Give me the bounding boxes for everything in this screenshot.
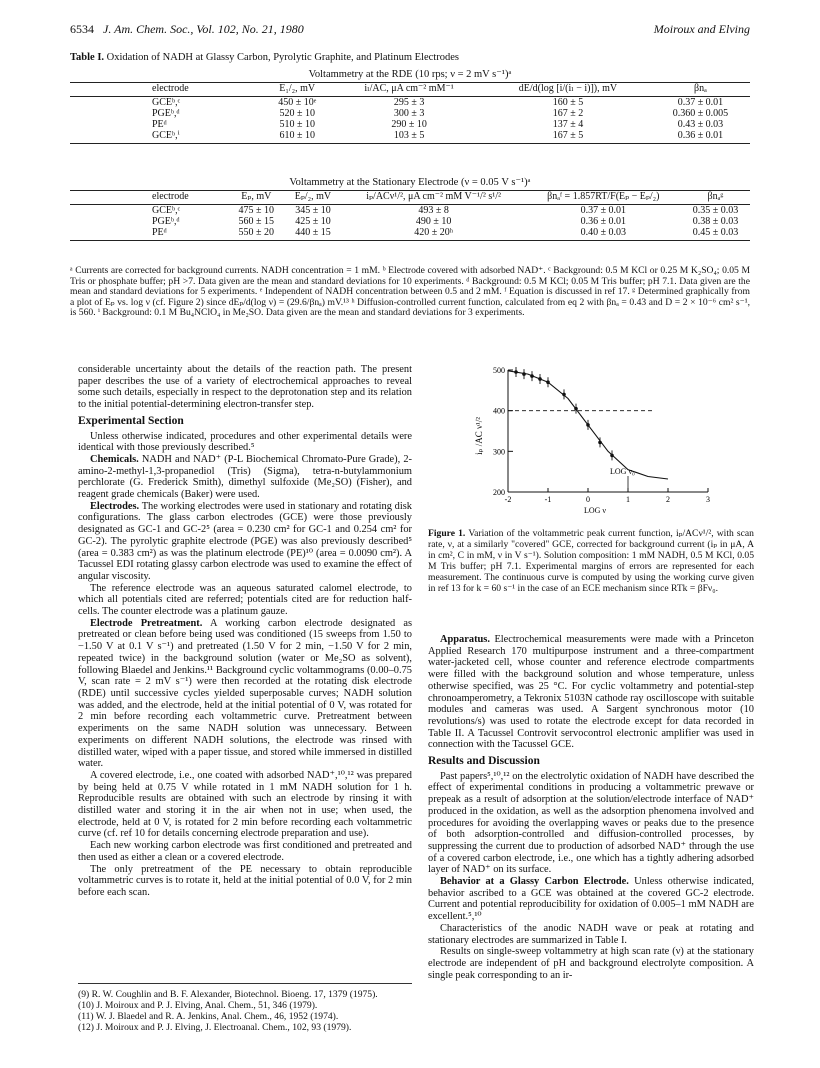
table-section-title-stationary: Voltammetry at the Stationary Electrode (ν = 0.05 V s⁻¹)ᵃ xyxy=(289,177,531,188)
column-header: E₁/₂, mV xyxy=(261,83,333,95)
table-cell: 0.360 ± 0.005 xyxy=(672,108,729,119)
table-cell: 425 ± 10 xyxy=(295,216,331,227)
reference-item: (12) J. Moiroux and P. J. Elving, J. Electroanal. Chem., 102, 93 (1979). xyxy=(78,1021,352,1033)
table-cell: 490 ± 10 xyxy=(415,216,452,227)
results-heading: Results and Discussion xyxy=(428,755,540,768)
pe-pretreatment-paragraph: The only pretreatment of the PE necessary to obtain reproducible voltammetric curves is to rotate it, held at the initial potential of 0.0 V, for 2 min before each scan. xyxy=(78,863,412,898)
x-axis-label: LOG ν xyxy=(583,506,607,515)
table-cell: 0.43 ± 0.03 xyxy=(677,119,724,130)
table-row xyxy=(70,119,750,130)
single-sweep-paragraph: Results on single-sweep voltammetry at high scan rate (ν) at the stationary electrode are independent of pH and background electrolyte composition. A single peak corresponding to an ir- xyxy=(428,946,754,981)
data-point xyxy=(586,423,590,427)
table-cell: 300 ± 3 xyxy=(393,108,425,119)
table-row xyxy=(70,205,750,217)
figure-caption-text: Variation of the voltammetric peak current function, iₚ/ACν¹/², with scan rate, ν, at a similarly "covered" GCE, corrected for background current (iₚ in μA, A in cm², C in mM, ν in V s⁻¹). Solution composition: 1 mM NADH, 0.5 M KCl, 0.05 M Tris buffer; pH 7.1. Experimental margins of errors are represented for each measurement. The continuous curve is computed by using the working curve given in ref 13 for k = 60 s⁻¹ in the case of an ECE mechanism since RTk = βFν₀. xyxy=(428,528,754,594)
experimental-paragraph: Unless otherwise indicated, procedures and other experimental details were identical with those previously described.⁵ xyxy=(78,430,412,454)
data-point xyxy=(522,372,526,376)
reference-item: (10) J. Moiroux and P. J. Elving, Anal. Chem., 51, 346 (1979). xyxy=(78,999,318,1011)
figure-1-plot xyxy=(470,362,720,518)
table-stationary xyxy=(70,190,750,241)
chemicals-paragraph: Chemicals. NADH and NAD⁺ (P-L Biochemical Chromato-Pure Grade), 2-amino-2-methyl-1,3-propanediol (Tris) (Sigma), tetra-n-butylammonium perchlorate (G. Frederick Smith), dimethyl sulfoxide (Me₂SO) (Fisher), and reagent grade chemicals (Baker) were used. xyxy=(78,453,412,501)
apparatus-paragraph: Apparatus. Electrochemical measurements were made with a Princeton Applied Research 170 multipurpose instrument and a three-compartment water-jacketed cell, whose counter and reference electrode compartments were filled with the background solution and whose temperature, unless otherwise specified, was 25 °C. For cyclic voltammetry and potential-step chronoamperometry, a Tekronix 5103N cathode ray oscilloscope with suitable modules and cameras was used. A Sargent synchronous motor (10 revolutions/s) was used to rotate the electrode except for data recorded in Table II. A Tacussel Controvit servocontrol electronic amplifier was used in connection with the Tacussel GCE. xyxy=(428,634,754,751)
new-electrode-paragraph: Each new working carbon electrode was first conditioned and pretreated and then used as either a clean or a covered electrode. xyxy=(78,840,412,863)
column-header: iₗ/AC, μA cm⁻² mM⁻¹ xyxy=(333,83,485,95)
x-tick-label: 3 xyxy=(706,495,710,504)
table-cell: 420 ± 20ʰ xyxy=(342,227,526,241)
table-cell: 550 ± 20 xyxy=(228,227,284,241)
table-footnotes: ᵃ Currents are corrected for background currents. NADH concentration = 1 mM. ᵇ Electrode covered with adsorbed NAD⁺. ᶜ Background: 0.5 M KCl or 0.25 M K₂SO₄; 0.05 M Tris or phosphate buffer; pH >7. Data given are the mean and standard deviations for 10 experiments. ᵈ Background: 0.5 M KCl; 0.05 M Tris buffer; pH 7.1. Data given are the mean and standard deviations for 5 experiments. ᵉ Independent of NADH concentration between 0.5 and 2 mM. ᶠ Equation is discussed in ref 17. ᵍ Determined graphically from a plot of Eₚ vs. log ν (cf. Figure 2) since dEₚ/d(log ν) = (29.6/βnₐ) mV.¹³ ʰ Diffusion-controlled current function, calculated from eq 2 with βnₐ = 0.43 and D = 2 × 10⁻⁶ cm² s⁻¹, is 560. ⁱ Background: 0.1 M Bu₄NClO₄ in Me₂SO. Data given are the mean and standard deviations for 3 experiments. xyxy=(70,265,750,319)
data-point xyxy=(562,393,566,397)
y-tick-label: 400 xyxy=(493,406,505,416)
experimental-heading: Experimental Section xyxy=(78,414,184,427)
table-cell: 167 ± 2 xyxy=(552,108,584,119)
table-cell: 0.35 ± 0.03 xyxy=(692,205,739,216)
table-cell: 560 ± 15 xyxy=(238,216,275,227)
table-cell: PEᵈ xyxy=(152,119,167,130)
results-paragraph: Past papers⁵,¹⁰,¹² on the electrolytic oxidation of NADH have described the effect of experimental conditions in producing a voltammetric prewave or prepeak as a result of adsorption at the solution/electrode interface of NAD⁺ produced in the oxidation, as well as the adsorption phenomena involved and procedures for avoiding the overlapping waves or peaks due to the presence of both adsorption-controlled and diffusion-controlled processes, by suppressing the current due to production of adsorbed NAD⁺ through the use of a covered carbon electrode, i.e., one which has a tightly adhering adsorbed layer of NAD⁺ on its surface. xyxy=(428,770,754,876)
table-cell: 0.40 ± 0.03 xyxy=(526,227,681,241)
x-tick-label: 2 xyxy=(666,495,670,504)
column-header: βnₐᵍ xyxy=(681,191,750,203)
running-header xyxy=(70,22,750,38)
characteristics-paragraph: Characteristics of the anodic NADH wave or peak at rotating and stationary electrodes are summarized in Table I. xyxy=(428,922,754,946)
y-tick-label: 300 xyxy=(493,447,505,457)
figure-caption xyxy=(428,528,754,594)
x-tick-label: -1 xyxy=(544,495,552,504)
table-cell: 475 ± 10 xyxy=(238,205,275,216)
y-tick-label: 200 xyxy=(493,488,505,497)
pretreatment-paragraph: Electrode Pretreatment. A working carbon electrode designated as pretreated or clean before being used was conditioned (15 sweeps from 1.50 to −1.50 V at 0.1 V s⁻¹) and pretreated (1.50 V for 2 min, −1.50 V for 2 min, repeated twice) in the background solution (water or Me₂SO as solvent), following Blaedel and Jenkins.¹¹ Background cyclic voltammograms (0.00–0.75 V, scan rate = 2 mV s⁻¹) were then recorded at the rotating disk electrode (RDE) until successive cycles yielded superposable curves; NADH solution was added, and the electrode, held at the initial potential of 0 V, was rotated for 2 min before recording each voltammetric curve. Pretreatment between experiments on the same NADH solution was unnecessary. Between experiments on different NADH solutions, the electrode was rinsed with distilled water, wiped with a paper tissue, and stored while immersed in distilled water. xyxy=(78,617,413,770)
figure-label: Figure 1. xyxy=(428,528,466,539)
data-point xyxy=(598,441,602,445)
table-cell: GCEᵇ,ᶜ xyxy=(152,205,181,216)
table-cell: 103 ± 5 xyxy=(333,130,485,144)
table-cell: PGEᵇ,ᵈ xyxy=(152,216,180,227)
glassy-carbon-paragraph: Behavior at a Glassy Carbon Electrode. Unless otherwise indicated, behavior ascribed to a GCE was obtained at the covered GC-2 electrode. Current and potential reproducibility for oxidation of 0.005–1 mM NADH are excellent.⁵,¹⁰ xyxy=(428,876,754,923)
column-header: electrode xyxy=(70,83,261,95)
data-point xyxy=(610,454,614,458)
table-cell: 510 ± 10 xyxy=(279,119,315,130)
column-header: dE/d(log [i/(iₗ − i)]), mV xyxy=(485,83,651,95)
table-cell: 295 ± 3 xyxy=(393,97,425,108)
table-cell: PGEᵇ,ᵈ xyxy=(152,108,180,119)
table-cell: 0.38 ± 0.03 xyxy=(692,216,739,227)
covered-electrode-paragraph: A covered electrode, i.e., one coated with adsorbed NAD⁺,¹⁰,¹² was prepared by being held at 0.75 V while rotated in 1 mM NADH solution for 1 h. Reproducible results are obtained with such an electrode by rinsing it with distilled water and storing it in the air when not in use; when used, the electrode, held at 0 V, is rotated for 2 min before recording each voltammetric curve (cf. ref 10 for details concerning electrode preparation and use). xyxy=(78,769,412,840)
y-tick-label: 500 xyxy=(493,366,505,375)
table-row xyxy=(70,130,750,144)
left-column xyxy=(78,364,412,899)
reference-electrode-paragraph: The reference electrode was an aqueous saturated calomel electrode, to which all potentials cited are referred; potentials cited are for reduction half-cells. The counter electrode was a platinum gauze. xyxy=(78,582,412,618)
table-cell: 0.36 ± 0.01 xyxy=(651,130,750,144)
table-cell: 160 ± 5 xyxy=(552,97,584,108)
table-cell: 290 ± 10 xyxy=(391,119,427,130)
table-row xyxy=(70,227,750,241)
table-cell: 0.37 ± 0.01 xyxy=(677,97,724,108)
data-point xyxy=(538,377,542,381)
table-cell: 520 ± 10 xyxy=(279,108,315,119)
page-number: 6534 xyxy=(70,22,94,36)
reference-item: (11) W. J. Blaedel and R. A. Jenkins, Anal. Chem., 46, 1952 (1974). xyxy=(78,1010,339,1022)
table-cell: GCEᵇ,ⁱ xyxy=(70,130,261,144)
table-cell: 440 ± 15 xyxy=(284,227,341,241)
table-cell: 345 ± 10 xyxy=(295,205,331,216)
author-names: Moiroux and Elving xyxy=(653,22,750,36)
journal-citation: J. Am. Chem. Soc., Vol. 102, No. 21, 1980 xyxy=(103,22,304,36)
table-cell: GCEᵇ,ᶜ xyxy=(152,97,181,108)
right-column xyxy=(428,634,754,981)
table-row xyxy=(70,216,750,227)
column-header: Eₚ, mV xyxy=(228,191,284,203)
table-cell: 0.37 ± 0.01 xyxy=(580,205,627,216)
data-point xyxy=(530,374,534,378)
reference-item: (9) R. W. Coughlin and B. F. Alexander, Biotechnol. Bioeng. 17, 1379 (1975). xyxy=(78,989,378,1000)
table-cell: 493 ± 8 xyxy=(418,205,449,216)
table-cell: 610 ± 10 xyxy=(261,130,333,144)
intro-paragraph: considerable uncertainty about the details of the reaction path. The present paper describes the use of a variety of electrochemical approaches to reveal some such details, especially in respect to the deprotonation step and its relation to the initial potential-determining electron-transfer step. xyxy=(78,364,412,411)
table-cell: 0.45 ± 0.03 xyxy=(681,227,750,241)
references xyxy=(78,983,412,1034)
column-header: Eₚ/₂, mV xyxy=(284,191,341,203)
y-axis-label: iₚ /AC ν¹/² xyxy=(474,417,484,455)
table-cell: PEᵈ xyxy=(70,227,228,241)
table-row xyxy=(70,97,750,109)
table-rde xyxy=(70,82,750,144)
data-point xyxy=(574,407,578,411)
table-cell: 450 ± 10ᵉ xyxy=(278,97,317,108)
data-point xyxy=(546,380,550,384)
table-header-row xyxy=(70,83,750,95)
column-header: βnₐ xyxy=(651,83,750,95)
column-header: βnₐᶠ = 1.857RT/F(Eₚ − Eₚ/₂) xyxy=(526,191,681,203)
x-tick-label: 1 xyxy=(626,495,630,504)
data-point xyxy=(514,370,518,374)
table-caption xyxy=(70,52,750,63)
table-row xyxy=(70,108,750,119)
electrodes-paragraph: Electrodes. The working electrodes were used in stationary and rotating disk configurations. The glass carbon electrodes (GCE) were those previously designated as GC-1 and GC-2⁵ (area = 0.230 cm² for GC-1 and 0.254 cm² for GC-2). The pyrolytic graphite electrode (PGE) was also previously described⁵ (area = 0.383 cm²) as was the platinum electrode (PE)¹⁰ (area = 0.0090 cm²). A Tacussel EDI rotating glassy carbon electrode was used to examine the effect of angular viscosity. xyxy=(78,500,412,582)
x-tick-label: -2 xyxy=(504,495,512,504)
column-header: iₚ/ACν¹/², μA cm⁻² mM V⁻¹/² s¹/² xyxy=(342,191,526,203)
table-label: Table I. xyxy=(70,52,105,63)
table-header-row xyxy=(70,191,750,203)
column-header: electrode xyxy=(70,191,228,203)
table-cell: 0.36 ± 0.01 xyxy=(580,216,627,227)
table-section-title-rde: Voltammetry at the RDE (10 rps; ν = 2 mV s⁻¹)ᵃ xyxy=(308,69,512,80)
table-cell: 137 ± 4 xyxy=(552,119,584,130)
log-v0-label: LOG ν₀ xyxy=(610,467,635,476)
table-cell: 167 ± 5 xyxy=(485,130,651,144)
x-tick-label: 0 xyxy=(586,495,590,504)
table-title: Oxidation of NADH at Glassy Carbon, Pyrolytic Graphite, and Platinum Electrodes xyxy=(106,52,459,63)
